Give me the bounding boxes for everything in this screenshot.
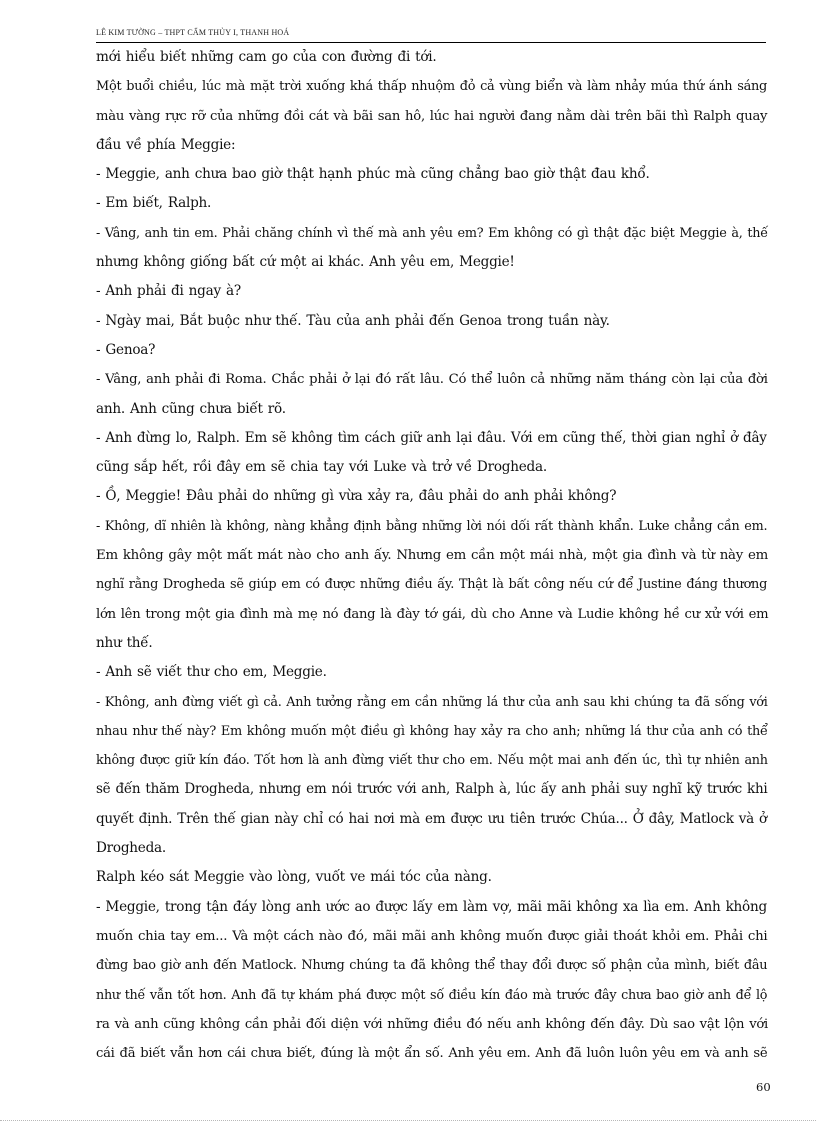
- text-line: - Vâng, anh tin em. Phải chăng chính vì thế mà anh yêu em? Em không có gì thật đặc biệt Meggie à, thế: [96, 225, 768, 241]
- text-line: ra và anh cũng không cần phải đối diện với những điều đó nếu anh không đến đây. Dù sao vật lộn với: [96, 1016, 769, 1032]
- text-line: - Không, dĩ nhiên là không, nàng khẳng định bằng những lời nói dối rất thành khẩn. Luke chẳng cần em.: [96, 518, 768, 534]
- text-line: Drogheda.: [96, 840, 166, 857]
- text-line: - Em biết, Ralph.: [96, 195, 212, 212]
- text-line: quyết định. Trên thế gian này chỉ có hai nơi mà em được ưu tiên trước Chúa... Ở đây, Matlock và ở: [96, 810, 767, 827]
- text-line: đừng bao giờ anh đến Matlock. Nhưng chúng ta đã không thể thay đổi được số phận của mình, biết đâu: [96, 958, 768, 974]
- text-line: không được giữ kín đáo. Tốt hơn là anh đừng viết thư cho em. Nếu một mai anh đến úc, thì tự nhiên anh: [96, 753, 768, 769]
- text-line: như thế vẫn tốt hơn. Anh đã tự khám phá được một số điều kín đáo mà trước đây chưa bao giờ anh để lộ: [96, 987, 768, 1003]
- text-line: muốn chia tay em... Và một cách nào đó, mãi mãi anh không muốn được giải thoát khỏi em. Phải chi: [96, 928, 768, 944]
- text-line: - Ồ, Meggie! Đâu phải do những gì vừa xảy ra, đâu phải do anh phải không?: [96, 488, 617, 505]
- text-line: đầu về phía Meggie:: [96, 136, 236, 153]
- text-line: Một buổi chiều, lúc mà mặt trời xuống khá thấp nhuộm đỏ cả vùng biển và làm nhảy múa thứ ánh sáng: [96, 79, 768, 95]
- text-line: - Ngày mai, Bắt buộc như thế. Tàu của anh phải đến Genoa trong tuần này.: [96, 312, 610, 329]
- header-text: LÊ KIM TƯỜNG – THPT CẨM THỦY I, THANH HOÁ: [96, 28, 290, 37]
- text-line: - Anh phải đi ngay à?: [96, 283, 241, 300]
- text-line: - Anh đừng lo, Ralph. Em sẽ không tìm cách giữ anh lại đâu. Với em cũng thế, thời gian nghỉ ở đây: [96, 429, 767, 446]
- text-line: - Meggie, trong tận đáy lòng anh ước ao được lấy em làm vợ, mãi mãi không xa lìa em. Anh không: [96, 898, 767, 915]
- text-line: nghĩ rằng Drogheda sẽ giúp em có được những điều ấy. Thật là bất công nếu cứ để Justine đáng thương: [96, 577, 768, 593]
- text-line: - Meggie, anh chưa bao giờ thật hạnh phúc mà cũng chẳng bao giờ thật đau khổ.: [96, 166, 650, 183]
- text-line: nhau như thế này? Em không muốn một điều gì không hay xảy ra cho anh; những lá thư của anh có thể: [96, 723, 768, 739]
- text-line: - Không, anh đừng viết gì cả. Anh tưởng rằng em cần những lá thư của anh sau khi chúng ta đã sống với: [96, 694, 768, 710]
- text-line: sẽ đến thăm Drogheda, nhưng em nói trước với anh, Ralph à, lúc ấy anh phải suy nghĩ kỹ trước khi: [96, 781, 768, 798]
- page-number: 60: [756, 1080, 771, 1094]
- text-line: mới hiểu biết những cam go của con đường đi tới.: [96, 49, 437, 65]
- text-line: cái đã biết vẫn hơn cái chưa biết, đúng là một ẩn số. Anh yêu em. Anh đã luôn luôn yêu em và anh sẽ: [96, 1046, 768, 1062]
- text-line: nhưng không giống bất cứ một ai khác. Anh yêu em, Meggie!: [96, 254, 515, 271]
- text-line: - Genoa?: [96, 341, 156, 358]
- page-bottom-rule: [0, 1120, 816, 1121]
- text-line: màu vàng rực rỡ của những đồi cát và bãi san hô, lúc hai người đang nằm dài trên bãi thì Ralph quay: [96, 108, 768, 124]
- text-line: lớn lên trong một gia đình mà mẹ nó đang là đày tớ gái, dù cho Anne và Ludie không hề cư xử với em: [96, 606, 769, 622]
- running-header: [96, 22, 766, 43]
- text-line: cũng sắp hết, rồi đây em sẽ chia tay với Luke và trở về Drogheda.: [96, 459, 547, 476]
- text-line: - Vâng, anh phải đi Roma. Chắc phải ở lại đó rất lâu. Có thể luôn cả những năm tháng còn lại của đời: [96, 372, 768, 388]
- text-line: Em không gây một mất mát nào cho anh ấy. Nhưng em cần một mái nhà, một gia đình và từ này em: [96, 548, 769, 564]
- body-text: [96, 43, 768, 1068]
- text-line: anh. Anh cũng chưa biết rõ.: [96, 400, 286, 417]
- text-line: - Anh sẽ viết thư cho em, Meggie.: [96, 664, 327, 681]
- text-line: như thế.: [96, 634, 153, 651]
- text-line: Ralph kéo sát Meggie vào lòng, vuốt ve mái tóc của nàng.: [96, 869, 492, 886]
